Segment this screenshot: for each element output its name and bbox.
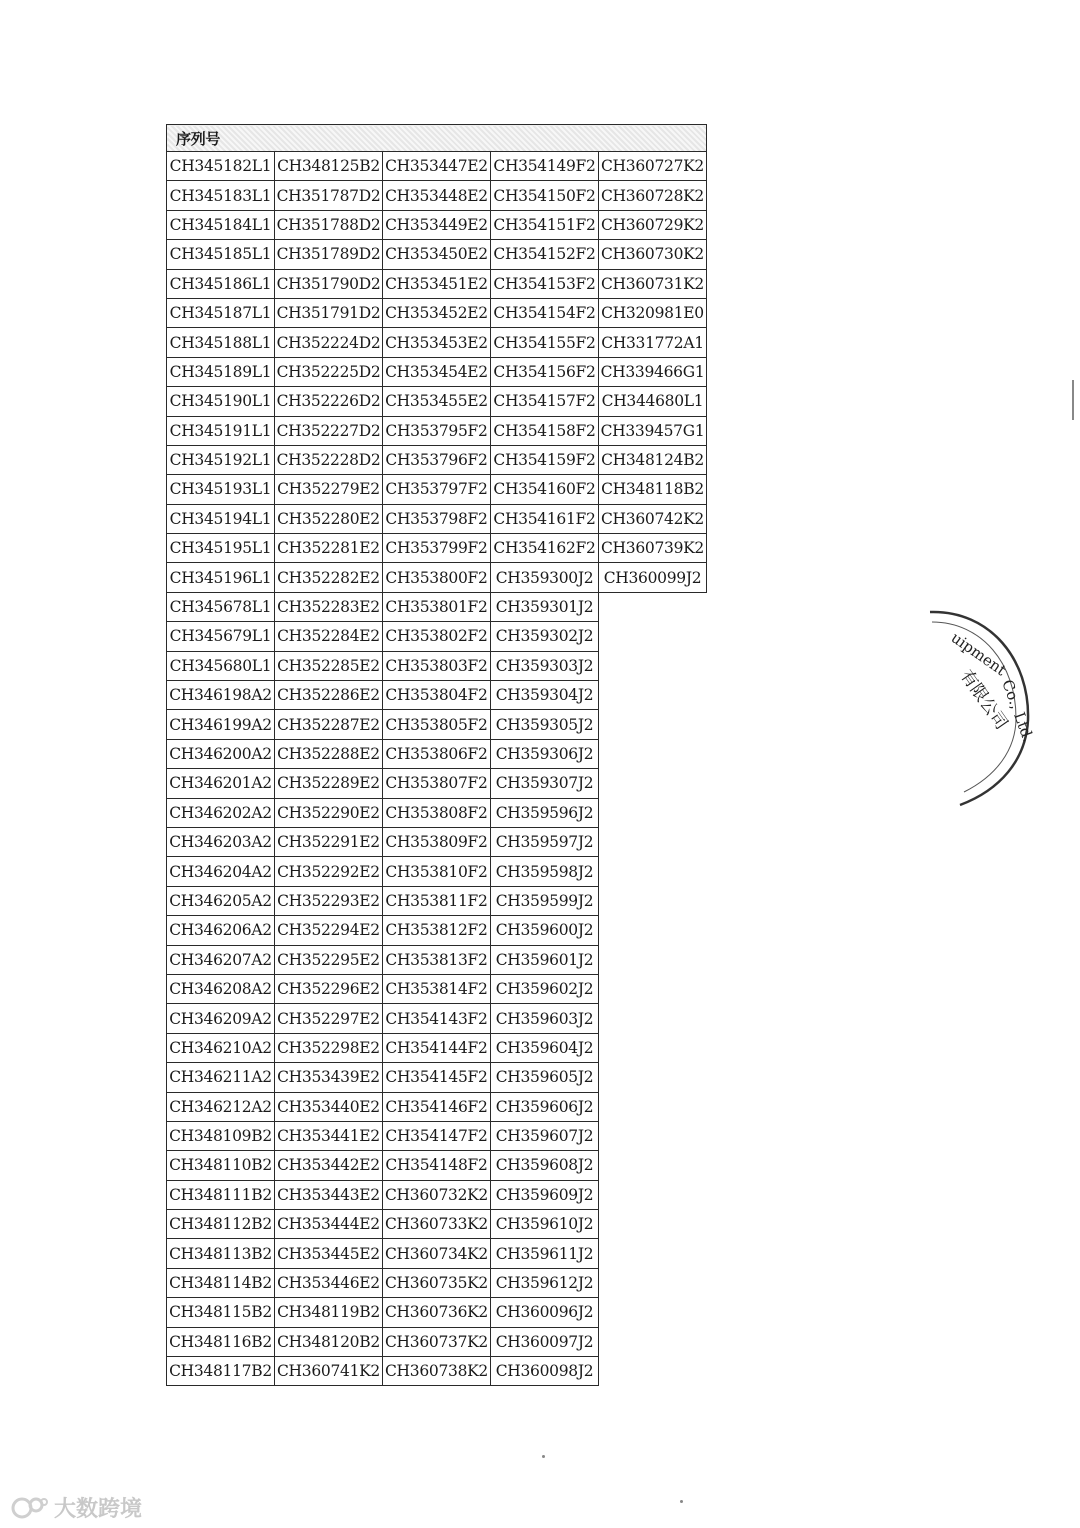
empty-cell <box>599 769 707 798</box>
serial-cell: CH353804F2 <box>383 681 491 710</box>
serial-cell: CH345184L1 <box>167 210 275 239</box>
serial-cell: CH360742K2 <box>599 504 707 533</box>
table-row <box>167 534 707 563</box>
empty-cell <box>599 857 707 886</box>
empty-cell <box>599 1180 707 1209</box>
serial-cell: CH360733K2 <box>383 1210 491 1239</box>
serial-cell: CH354147F2 <box>383 1121 491 1150</box>
serial-cell: CH359301J2 <box>491 592 599 621</box>
serial-cell: CH353443E2 <box>275 1180 383 1209</box>
serial-cell: CH354158F2 <box>491 416 599 445</box>
serial-cell: CH346201A2 <box>167 769 275 798</box>
empty-cell <box>599 1357 707 1386</box>
serial-cell: CH353798F2 <box>383 504 491 533</box>
serial-cell: CH353806F2 <box>383 739 491 768</box>
serial-cell: CH351789D2 <box>275 240 383 269</box>
serial-cell: CH352281E2 <box>275 534 383 563</box>
serial-cell: CH359611J2 <box>491 1239 599 1268</box>
table-row <box>167 592 707 621</box>
table-row <box>167 710 707 739</box>
serial-cell: CH345194L1 <box>167 504 275 533</box>
table-row <box>167 857 707 886</box>
serial-cell: CH352297E2 <box>275 1004 383 1033</box>
empty-cell <box>599 651 707 680</box>
serial-cell: CH345193L1 <box>167 475 275 504</box>
empty-cell <box>599 886 707 915</box>
serial-cell: CH360736K2 <box>383 1298 491 1327</box>
serial-cell: CH346202A2 <box>167 798 275 827</box>
serial-cell: CH354157F2 <box>491 387 599 416</box>
serial-cell: CH353441E2 <box>275 1121 383 1150</box>
serial-cell: CH353803F2 <box>383 651 491 680</box>
serial-cell: CH353807F2 <box>383 769 491 798</box>
serial-cell: CH352293E2 <box>275 886 383 915</box>
serial-cell: CH359300J2 <box>491 563 599 592</box>
serial-cell: CH353452E2 <box>383 298 491 327</box>
table-row <box>167 563 707 592</box>
table-row <box>167 504 707 533</box>
serial-cell: CH346209A2 <box>167 1004 275 1033</box>
serial-cell: CH346208A2 <box>167 974 275 1003</box>
empty-cell <box>599 1239 707 1268</box>
serial-cell: CH353813F2 <box>383 945 491 974</box>
table-row <box>167 739 707 768</box>
table-row <box>167 269 707 298</box>
serial-cell: CH345680L1 <box>167 651 275 680</box>
serial-cell: CH359612J2 <box>491 1268 599 1297</box>
empty-cell <box>599 916 707 945</box>
serial-cell: CH348111B2 <box>167 1180 275 1209</box>
serial-cell: CH359307J2 <box>491 769 599 798</box>
serial-cell: CH348117B2 <box>167 1357 275 1386</box>
serial-cell: CH354145F2 <box>383 1063 491 1092</box>
serial-cell: CH351790D2 <box>275 269 383 298</box>
table-row <box>167 181 707 210</box>
serial-cell: CH345188L1 <box>167 328 275 357</box>
serial-cell: CH359303J2 <box>491 651 599 680</box>
serial-cell: CH346204A2 <box>167 857 275 886</box>
serial-cell: CH345187L1 <box>167 298 275 327</box>
serial-cell: CH360730K2 <box>599 240 707 269</box>
table-row <box>167 1121 707 1150</box>
serial-cell: CH353453E2 <box>383 328 491 357</box>
table-row <box>167 387 707 416</box>
serial-cell: CH354159F2 <box>491 445 599 474</box>
empty-cell <box>599 798 707 827</box>
serial-cell: CH352295E2 <box>275 945 383 974</box>
company-seal <box>920 600 1040 820</box>
serial-cell: CH352285E2 <box>275 651 383 680</box>
serial-cell: CH354146F2 <box>383 1092 491 1121</box>
serial-cell: CH359607J2 <box>491 1121 599 1150</box>
serial-cell: CH354155F2 <box>491 328 599 357</box>
serial-cell: CH345195L1 <box>167 534 275 563</box>
serial-cell: CH352228D2 <box>275 445 383 474</box>
serial-cell: CH348110B2 <box>167 1151 275 1180</box>
table-header: 序列号 <box>167 125 707 152</box>
serial-cell: CH352280E2 <box>275 504 383 533</box>
serial-cell: CH345186L1 <box>167 269 275 298</box>
serial-cell: CH360734K2 <box>383 1239 491 1268</box>
serial-cell: CH348124B2 <box>599 445 707 474</box>
table-row <box>167 240 707 269</box>
empty-cell <box>599 1268 707 1297</box>
serial-cell: CH353447E2 <box>383 152 491 181</box>
empty-cell <box>599 710 707 739</box>
serial-cell: CH346211A2 <box>167 1063 275 1092</box>
serial-cell: CH345183L1 <box>167 181 275 210</box>
serial-cell: CH359602J2 <box>491 974 599 1003</box>
empty-cell <box>599 1063 707 1092</box>
serial-cell: CH353796F2 <box>383 445 491 474</box>
serial-cell: CH346199A2 <box>167 710 275 739</box>
serial-cell: CH348113B2 <box>167 1239 275 1268</box>
table-row <box>167 1357 707 1386</box>
empty-cell <box>599 1092 707 1121</box>
table-row <box>167 651 707 680</box>
serial-cell: CH352227D2 <box>275 416 383 445</box>
watermark-logo-icon <box>10 1493 50 1523</box>
serial-cell: CH348109B2 <box>167 1121 275 1150</box>
serial-cell: CH352286E2 <box>275 681 383 710</box>
serial-cell: CH352282E2 <box>275 563 383 592</box>
serial-cell: CH353455E2 <box>383 387 491 416</box>
table-row <box>167 827 707 856</box>
serial-cell: CH359604J2 <box>491 1033 599 1062</box>
serial-cell: CH345185L1 <box>167 240 275 269</box>
serial-cell: CH354153F2 <box>491 269 599 298</box>
serial-cell: CH352226D2 <box>275 387 383 416</box>
serial-cell: CH353795F2 <box>383 416 491 445</box>
serial-cell: CH352225D2 <box>275 357 383 386</box>
serial-cell: CH359304J2 <box>491 681 599 710</box>
serial-cell: CH344680L1 <box>599 387 707 416</box>
table-row <box>167 475 707 504</box>
serial-cell: CH353811F2 <box>383 886 491 915</box>
serial-cell: CH353800F2 <box>383 563 491 592</box>
serial-cell: CH359610J2 <box>491 1210 599 1239</box>
seal-latin-text: uipment <box>947 628 1010 680</box>
serial-cell: CH353445E2 <box>275 1239 383 1268</box>
serial-cell: CH345192L1 <box>167 445 275 474</box>
table-row <box>167 1298 707 1327</box>
svg-text:有限公司: 有限公司 <box>955 666 1012 734</box>
table-row <box>167 328 707 357</box>
table-row <box>167 1180 707 1209</box>
serial-cell: CH352287E2 <box>275 710 383 739</box>
serial-cell: CH354162F2 <box>491 534 599 563</box>
table-row <box>167 298 707 327</box>
empty-cell <box>599 1327 707 1356</box>
table-row <box>167 152 707 181</box>
serial-cell: CH352288E2 <box>275 739 383 768</box>
serial-cell: CH346210A2 <box>167 1033 275 1062</box>
table-row <box>167 1268 707 1297</box>
empty-cell <box>599 945 707 974</box>
empty-cell <box>599 739 707 768</box>
serial-cell: CH354152F2 <box>491 240 599 269</box>
table-row <box>167 357 707 386</box>
table-row <box>167 769 707 798</box>
serial-cell: CH345182L1 <box>167 152 275 181</box>
svg-text:Co., Ltd.: Co., Ltd. <box>998 677 1038 745</box>
serial-cell: CH353810F2 <box>383 857 491 886</box>
table-row <box>167 1239 707 1268</box>
serial-cell: CH353439E2 <box>275 1063 383 1092</box>
serial-cell: CH346205A2 <box>167 886 275 915</box>
serial-cell: CH359306J2 <box>491 739 599 768</box>
serial-cell: CH353814F2 <box>383 974 491 1003</box>
serial-cell: CH360732K2 <box>383 1180 491 1209</box>
serial-cell: CH352294E2 <box>275 916 383 945</box>
table-row <box>167 1033 707 1062</box>
serial-cell: CH360739K2 <box>599 534 707 563</box>
serial-cell: CH345196L1 <box>167 563 275 592</box>
serial-cell: CH353808F2 <box>383 798 491 827</box>
serial-cell: CH348120B2 <box>275 1327 383 1356</box>
serial-cell: CH360741K2 <box>275 1357 383 1386</box>
table-row <box>167 798 707 827</box>
serial-cell: CH320981E0 <box>599 298 707 327</box>
empty-cell <box>599 1033 707 1062</box>
serial-cell: CH360097J2 <box>491 1327 599 1356</box>
serial-cell: CH352291E2 <box>275 827 383 856</box>
serial-cell: CH352296E2 <box>275 974 383 1003</box>
serial-cell: CH348125B2 <box>275 152 383 181</box>
table-header-row <box>167 125 707 152</box>
serial-cell: CH354161F2 <box>491 504 599 533</box>
table-row <box>167 1210 707 1239</box>
empty-cell <box>599 1121 707 1150</box>
serial-cell: CH359600J2 <box>491 916 599 945</box>
serial-cell: CH351787D2 <box>275 181 383 210</box>
serial-cell: CH348119B2 <box>275 1298 383 1327</box>
watermark-text: 大数跨境 <box>54 1497 143 1522</box>
serial-cell: CH359609J2 <box>491 1180 599 1209</box>
table-row <box>167 886 707 915</box>
serial-cell: CH360735K2 <box>383 1268 491 1297</box>
serial-cell: CH353449E2 <box>383 210 491 239</box>
table-row <box>167 622 707 651</box>
serial-cell: CH360738K2 <box>383 1357 491 1386</box>
serial-cell: CH352279E2 <box>275 475 383 504</box>
serial-cell: CH353797F2 <box>383 475 491 504</box>
watermark <box>10 1492 142 1523</box>
table-row <box>167 416 707 445</box>
serial-cell: CH353448E2 <box>383 181 491 210</box>
serial-cell: CH354160F2 <box>491 475 599 504</box>
serial-cell: CH354151F2 <box>491 210 599 239</box>
serial-cell: CH345189L1 <box>167 357 275 386</box>
serial-cell: CH354149F2 <box>491 152 599 181</box>
serial-cell: CH359601J2 <box>491 945 599 974</box>
empty-cell <box>599 592 707 621</box>
serial-cell: CH354150F2 <box>491 181 599 210</box>
empty-cell <box>599 681 707 710</box>
serial-cell: CH352224D2 <box>275 328 383 357</box>
serial-cell: CH353446E2 <box>275 1268 383 1297</box>
serial-cell: CH345678L1 <box>167 592 275 621</box>
table-row <box>167 1327 707 1356</box>
table-row <box>167 945 707 974</box>
serial-cell: CH353442E2 <box>275 1151 383 1180</box>
serial-cell: CH339466G1 <box>599 357 707 386</box>
serial-cell: CH331772A1 <box>599 328 707 357</box>
serial-cell: CH352292E2 <box>275 857 383 886</box>
serial-cell: CH353454E2 <box>383 357 491 386</box>
serial-cell: CH352283E2 <box>275 592 383 621</box>
empty-cell <box>599 827 707 856</box>
serial-cell: CH359305J2 <box>491 710 599 739</box>
serial-cell: CH360737K2 <box>383 1327 491 1356</box>
table-row <box>167 1004 707 1033</box>
serial-cell: CH352290E2 <box>275 798 383 827</box>
serial-number-table <box>166 124 707 1386</box>
serial-cell: CH346206A2 <box>167 916 275 945</box>
serial-cell: CH359596J2 <box>491 798 599 827</box>
table-row <box>167 445 707 474</box>
serial-cell: CH348115B2 <box>167 1298 275 1327</box>
empty-cell <box>599 1151 707 1180</box>
serial-cell: CH354154F2 <box>491 298 599 327</box>
serial-cell: CH348118B2 <box>599 475 707 504</box>
empty-cell <box>599 974 707 1003</box>
empty-cell <box>599 1004 707 1033</box>
serial-cell: CH354144F2 <box>383 1033 491 1062</box>
serial-cell: CH345679L1 <box>167 622 275 651</box>
serial-cell: CH348114B2 <box>167 1268 275 1297</box>
serial-cell: CH360099J2 <box>599 563 707 592</box>
serial-cell: CH345190L1 <box>167 387 275 416</box>
serial-cell: CH353805F2 <box>383 710 491 739</box>
serial-cell: CH353450E2 <box>383 240 491 269</box>
serial-cell: CH351788D2 <box>275 210 383 239</box>
empty-cell <box>599 1298 707 1327</box>
serial-cell: CH339457G1 <box>599 416 707 445</box>
serial-cell: CH353451E2 <box>383 269 491 298</box>
serial-cell: CH353802F2 <box>383 622 491 651</box>
serial-cell: CH360727K2 <box>599 152 707 181</box>
serial-cell: CH353799F2 <box>383 534 491 563</box>
serial-cell: CH354143F2 <box>383 1004 491 1033</box>
serial-cell: CH360729K2 <box>599 210 707 239</box>
serial-cell: CH359605J2 <box>491 1063 599 1092</box>
table-row <box>167 1151 707 1180</box>
serial-cell: CH354156F2 <box>491 357 599 386</box>
serial-cell: CH359598J2 <box>491 857 599 886</box>
table-row <box>167 1092 707 1121</box>
serial-cell: CH346203A2 <box>167 827 275 856</box>
serial-cell: CH359606J2 <box>491 1092 599 1121</box>
serial-cell: CH354148F2 <box>383 1151 491 1180</box>
serial-cell: CH359603J2 <box>491 1004 599 1033</box>
serial-cell: CH353801F2 <box>383 592 491 621</box>
serial-cell: CH348112B2 <box>167 1210 275 1239</box>
serial-cell: CH360728K2 <box>599 181 707 210</box>
serial-cell: CH352298E2 <box>275 1033 383 1062</box>
serial-cell: CH346200A2 <box>167 739 275 768</box>
empty-cell <box>599 622 707 651</box>
table-row <box>167 974 707 1003</box>
serial-cell: CH345191L1 <box>167 416 275 445</box>
table-row <box>167 210 707 239</box>
serial-cell: CH360096J2 <box>491 1298 599 1327</box>
serial-cell: CH353444E2 <box>275 1210 383 1239</box>
serial-cell: CH359302J2 <box>491 622 599 651</box>
serial-cell: CH359608J2 <box>491 1151 599 1180</box>
serial-cell: CH346198A2 <box>167 681 275 710</box>
serial-cell: CH353440E2 <box>275 1092 383 1121</box>
empty-cell <box>599 1210 707 1239</box>
table-row <box>167 916 707 945</box>
serial-cell: CH351791D2 <box>275 298 383 327</box>
serial-cell: CH352284E2 <box>275 622 383 651</box>
serial-cell: CH346207A2 <box>167 945 275 974</box>
serial-cell: CH352289E2 <box>275 769 383 798</box>
serial-cell: CH359599J2 <box>491 886 599 915</box>
serial-cell: CH348116B2 <box>167 1327 275 1356</box>
serial-cell: CH360731K2 <box>599 269 707 298</box>
serial-cell: CH353809F2 <box>383 827 491 856</box>
serial-cell: CH359597J2 <box>491 827 599 856</box>
serial-cell: CH360098J2 <box>491 1357 599 1386</box>
serial-cell: CH353812F2 <box>383 916 491 945</box>
table-row <box>167 681 707 710</box>
serial-cell: CH346212A2 <box>167 1092 275 1121</box>
table-row <box>167 1063 707 1092</box>
